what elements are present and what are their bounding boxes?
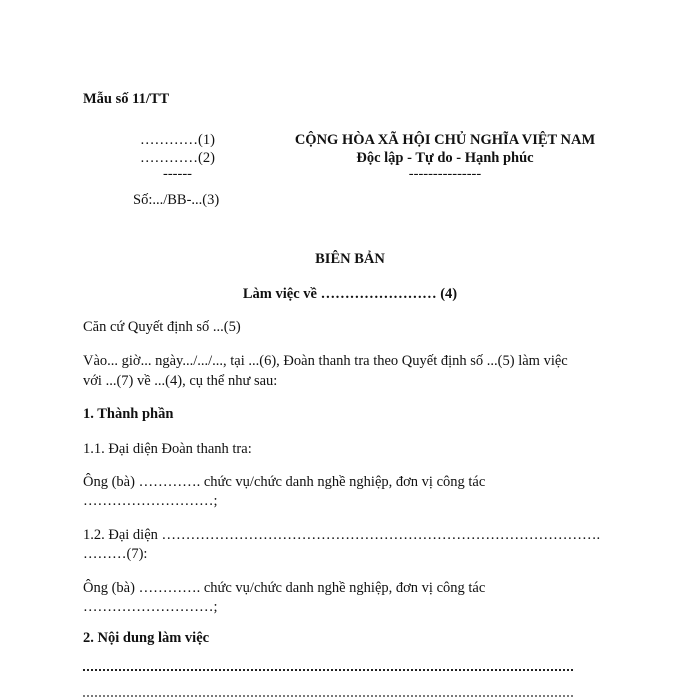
intro-paragraph-line-2: với ...(7) về ...(4), cụ thể như sau: <box>83 373 278 389</box>
basis-paragraph: Căn cứ Quyết định số ...(5) <box>83 319 241 335</box>
form-code: Mẫu số 11/TT <box>83 91 170 107</box>
document-subtitle: Làm việc về …………………… (4) <box>242 286 458 302</box>
agency-line-1: …………(1) <box>140 132 215 148</box>
inspector-person-line-1: Ông (bà) …………. chức vụ/chức danh nghề nghiệp, đơn vị công tác <box>83 474 486 490</box>
section-1-2-line-1: 1.2. Đại diện ………………………………………………………………………………. <box>83 527 601 543</box>
fill-in-dotted-line-partial <box>83 693 573 697</box>
document-number: Số:.../BB-...(3) <box>133 192 220 208</box>
document-title: BIÊN BẢN <box>315 251 385 267</box>
section-1-1-heading: 1.1. Đại diện Đoàn thanh tra: <box>83 441 252 457</box>
fill-in-dotted-line <box>83 667 573 671</box>
inspector-person-line-2: ………………………; <box>83 493 218 509</box>
representative-person-line-1: Ông (bà) …………. chức vụ/chức danh nghề nghiệp, đơn vị công tác <box>83 580 486 596</box>
left-header-divider: ------ <box>163 166 192 182</box>
section-1-2-line-2: ………(7): <box>83 546 148 562</box>
intro-paragraph-line-1: Vào... giờ... ngày.../.../..., tại ...(6), Đoàn thanh tra theo Quyết định số ...(5) làm việc <box>83 353 568 369</box>
national-motto: Độc lập - Tự do - Hạnh phúc <box>356 150 534 166</box>
representative-person-line-2: ………………………; <box>83 599 218 615</box>
right-header-divider: --------------- <box>408 166 482 182</box>
national-title: CỘNG HÒA XÃ HỘI CHỦ NGHĨA VIỆT NAM <box>294 132 596 148</box>
section-1-heading: 1. Thành phần <box>83 406 174 422</box>
section-2-heading: 2. Nội dung làm việc <box>83 630 210 646</box>
agency-line-2: …………(2) <box>140 150 215 166</box>
